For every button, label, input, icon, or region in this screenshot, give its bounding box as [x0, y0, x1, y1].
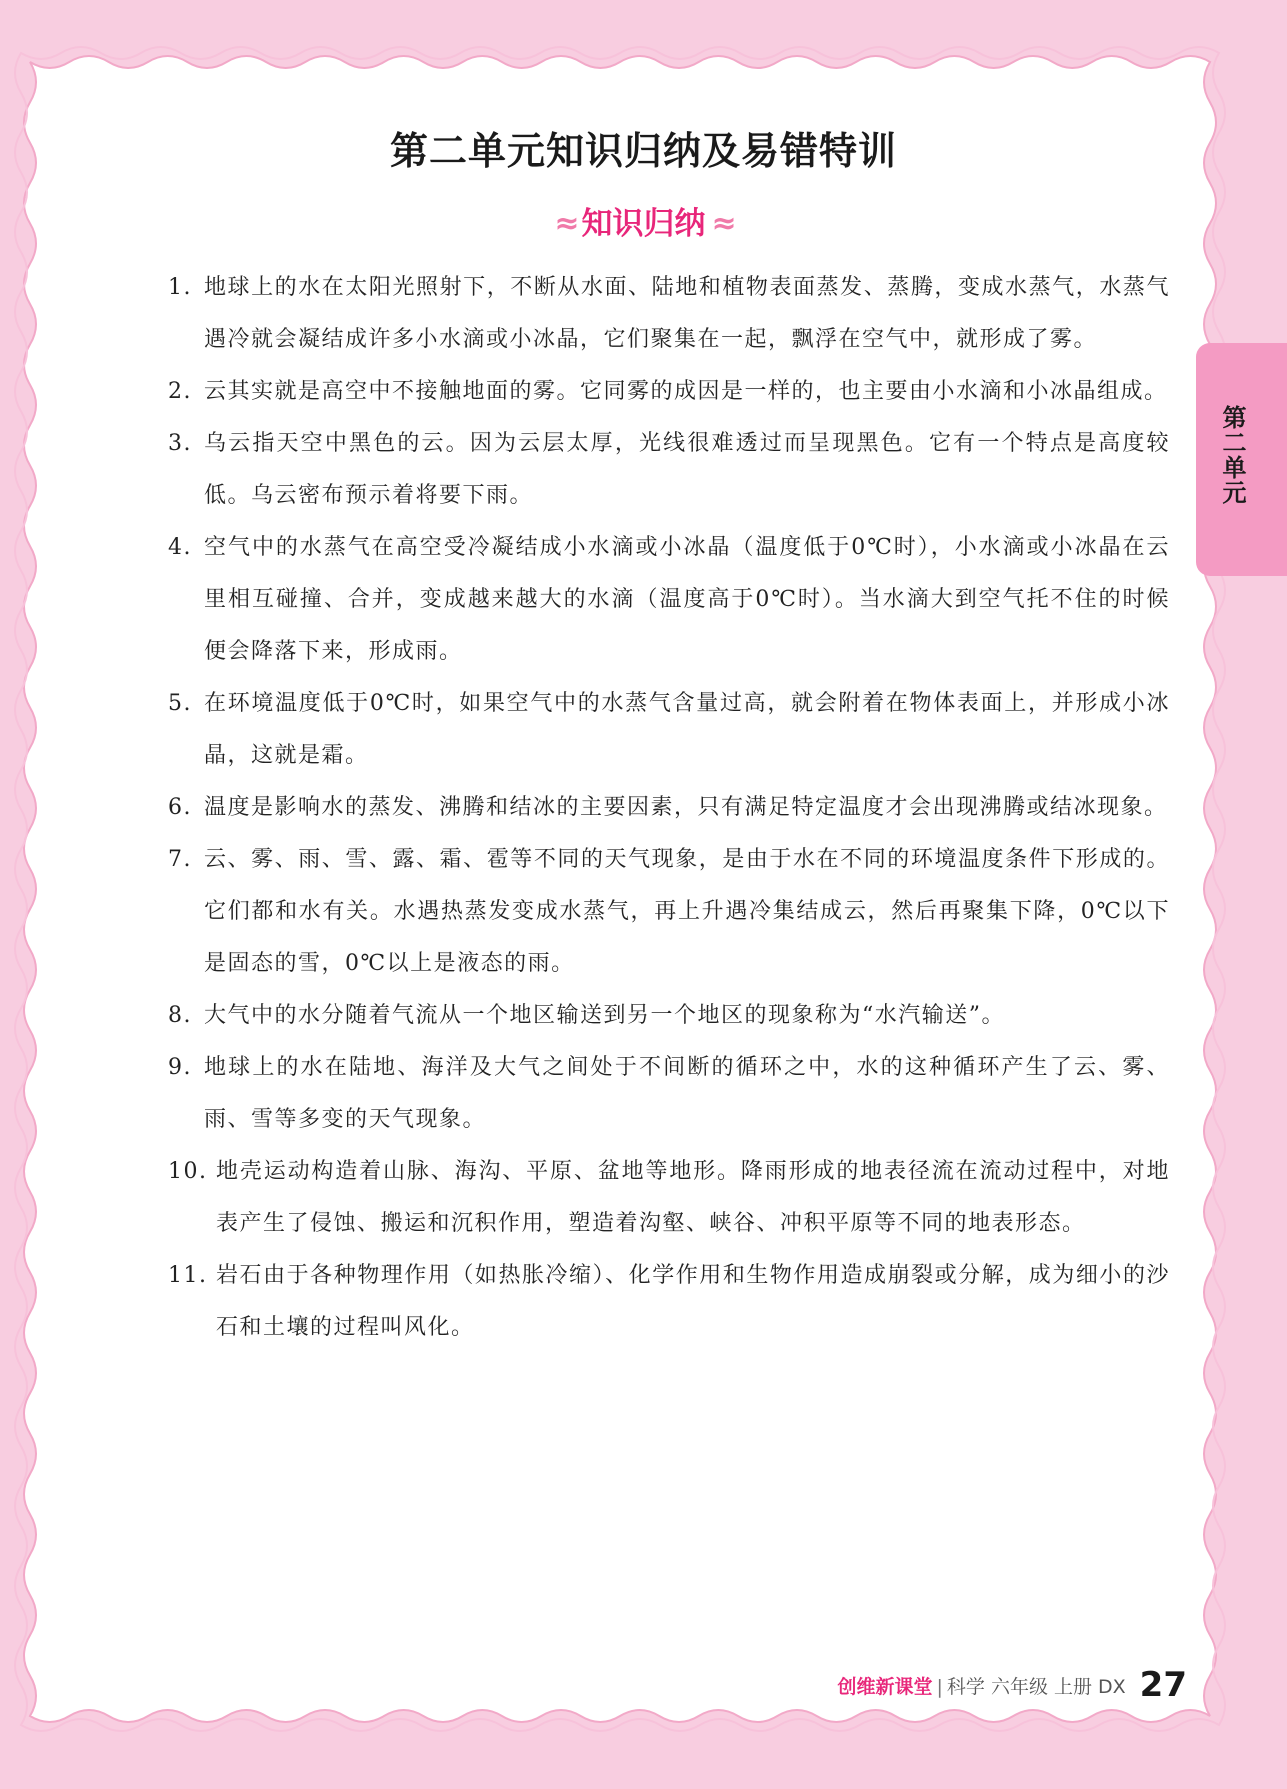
- item-text: 大气中的水分随着气流从一个地区输送到另一个地区的现象称为“水汽输送”。: [204, 1003, 1005, 1028]
- page-number: 27: [1139, 1665, 1187, 1705]
- unit-side-tab-label: 第二单元: [1218, 405, 1246, 505]
- footer-subject: 科学 六年级 上册 DX: [946, 1676, 1126, 1698]
- item-number: 9.: [168, 1055, 192, 1080]
- list-item: [168, 366, 1170, 418]
- footer-brand: 创维新课堂: [837, 1676, 933, 1698]
- item-text: 空气中的水蒸气在高空受冷凝结成小水滴或小冰晶（温度低于0℃时），小水滴或小冰晶在云里相互碰撞、合并，变成越来越大的水滴（温度高于0℃时）。当水滴大到空气托不住的时候便会降落下来，形成雨。: [204, 535, 1170, 664]
- list-item: [168, 262, 1170, 366]
- section-heading-text: 知识归纳: [581, 206, 706, 242]
- item-number: 6.: [168, 795, 192, 820]
- list-item: [168, 834, 1170, 990]
- list-item: [168, 990, 1170, 1042]
- wave-decoration-left: ≈: [554, 206, 576, 241]
- list-item: [168, 678, 1170, 782]
- list-item: [168, 782, 1170, 834]
- list-item: [168, 1146, 1170, 1250]
- item-number: 11.: [168, 1263, 208, 1288]
- list-item: [168, 522, 1170, 678]
- item-number: 8.: [168, 1003, 192, 1028]
- item-text: 温度是影响水的蒸发、沸腾和结冰的主要因素，只有满足特定温度才会出现沸腾或结冰现象。: [204, 795, 1168, 820]
- footer-separator: |: [936, 1676, 943, 1698]
- section-heading: [0, 198, 1287, 243]
- item-text: 云、雾、雨、雪、露、霜、雹等不同的天气现象，是由于水在不同的环境温度条件下形成的。它们都和水有关。水遇热蒸发变成水蒸气，再上升遇冷集结成云，然后再聚集下降，0℃以下是固态的雪，0℃以上是液态的雨。: [204, 847, 1170, 976]
- item-text: 地壳运动构造着山脉、海沟、平原、盆地等地形。降雨形成的地表径流在流动过程中，对地表产生了侵蚀、搬运和沉积作用，塑造着沟壑、峡谷、冲积平原等不同的地表形态。: [216, 1159, 1170, 1236]
- item-text: 地球上的水在太阳光照射下，不断从水面、陆地和植物表面蒸发、蒸腾，变成水蒸气，水蒸气遇冷就会凝结成许多小水滴或小冰晶，它们聚集在一起，飘浮在空气中，就形成了雾。: [204, 275, 1170, 352]
- item-text: 岩石由于各种物理作用（如热胀冷缩）、化学作用和生物作用造成崩裂或分解，成为细小的沙石和土壤的过程叫风化。: [216, 1263, 1170, 1340]
- page-footer: [837, 1665, 1187, 1705]
- item-text: 乌云指天空中黑色的云。因为云层太厚，光线很难透过而呈现黑色。它有一个特点是高度较低。乌云密布预示着将要下雨。: [204, 431, 1170, 508]
- item-number: 7.: [168, 847, 192, 872]
- item-number: 10.: [168, 1159, 208, 1184]
- item-text: 在环境温度低于0℃时，如果空气中的水蒸气含量过高，就会附着在物体表面上，并形成小冰晶，这就是霜。: [204, 691, 1170, 768]
- list-item: [168, 1042, 1170, 1146]
- item-number: 1.: [168, 275, 192, 300]
- knowledge-list: [168, 262, 1170, 1354]
- wave-decoration-right: ≈: [711, 206, 733, 241]
- item-text: 地球上的水在陆地、海洋及大气之间处于不间断的循环之中，水的这种循环产生了云、雾、雨、雪等多变的天气现象。: [204, 1055, 1170, 1132]
- list-item: [168, 418, 1170, 522]
- item-number: 5.: [168, 691, 192, 716]
- item-text: 云其实就是高空中不接触地面的雾。它同雾的成因是一样的，也主要由小水滴和小冰晶组成。: [204, 379, 1168, 404]
- list-item: [168, 1250, 1170, 1354]
- item-number: 4.: [168, 535, 192, 560]
- page-title: 第二单元知识归纳及易错特训: [389, 129, 897, 173]
- item-number: 3.: [168, 431, 192, 456]
- item-number: 2.: [168, 379, 192, 404]
